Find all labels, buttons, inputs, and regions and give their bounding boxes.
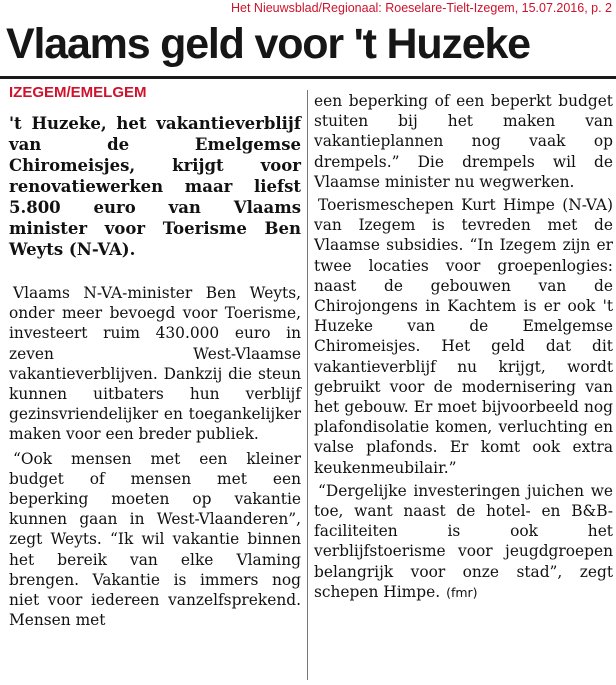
- closing-text: “Dergelijke investeringen juichen we toe, want naast de hotel- en B&B-faciliteiten is ook het verblijfstoerisme voor jeugdgroepen belangrijk voor onze stad”, zegt schepen Himpe.: [314, 481, 613, 601]
- body-paragraph: [314, 481, 613, 603]
- headline-rule: [0, 76, 616, 79]
- kicker: IZEGEM/EMELGEM: [9, 84, 147, 101]
- body-paragraph: “Ook mensen met een kleiner budget of mensen met een beperking moeten op vakantie kunnen gaan in West-Vlaanderen”, zegt Weyts. “Ik wil vakantie binnen het bereik van elke Vlaming brengen. Vakantie is immers nog niet voor iedereen vanzelfsprekend. Mensen met: [9, 449, 301, 630]
- body-paragraph: Toerismeschepen Kurt Himpe (N-VA) van Izegem is tevreden met de Vlaamse subsidies. “In Izegem zijn er twee locaties voor groepenlogies: naast de gebouwen van de Chirojongens in Kachtem is er ook 't Huzeke van de Emelgemse Chiromeisjes. Het geld dat dit vakantieverblijf nu krijgt, wordt gebruikt voor de modernisering van het gebouw. Er moet bijvoorbeeld nog plafondisolatie komen, verluchting en valse plafonds. Er komt ook extra keukenmeubilair.”: [314, 196, 613, 477]
- right-column: [314, 91, 613, 603]
- right-body: [314, 91, 613, 603]
- left-column: [9, 82, 301, 630]
- headline: Vlaams geld voor 't Huzeke: [6, 20, 530, 68]
- lead-paragraph: 't Huzeke, het vakantieverblijf van de Emelgemse Chiromeisjes, krijgt voor renovatiewerken maar liefst 5.800 euro van Vlaams minister voor Toerisme Ben Weyts (N-VA).: [9, 114, 301, 259]
- column-divider: [307, 90, 308, 680]
- byline: (fmr): [446, 584, 478, 600]
- body-paragraph: Vlaams N-VA-minister Ben Weyts, onder meer bevoegd voor Toerisme, investeert ruim 430.000 euro in zeven West-Vlaamse vakantieverblijven. Dankzij die steun kunnen uitbaters hun verblijf gezinsvriendelijker en toegankelijker maken voor een breder publiek.: [9, 284, 301, 444]
- source-line: Het Nieuwsblad/Regionaal: Roeselare-Tielt-Izegem, 15.07.2016, p. 2: [231, 1, 612, 15]
- left-body: [9, 283, 301, 630]
- body-paragraph: een beperking of een beperkt budget stuiten bij het maken van vakantieplannen nog vaak op drempels.” Die drempels wil de Vlaamse minister nu wegwerken.: [314, 92, 613, 191]
